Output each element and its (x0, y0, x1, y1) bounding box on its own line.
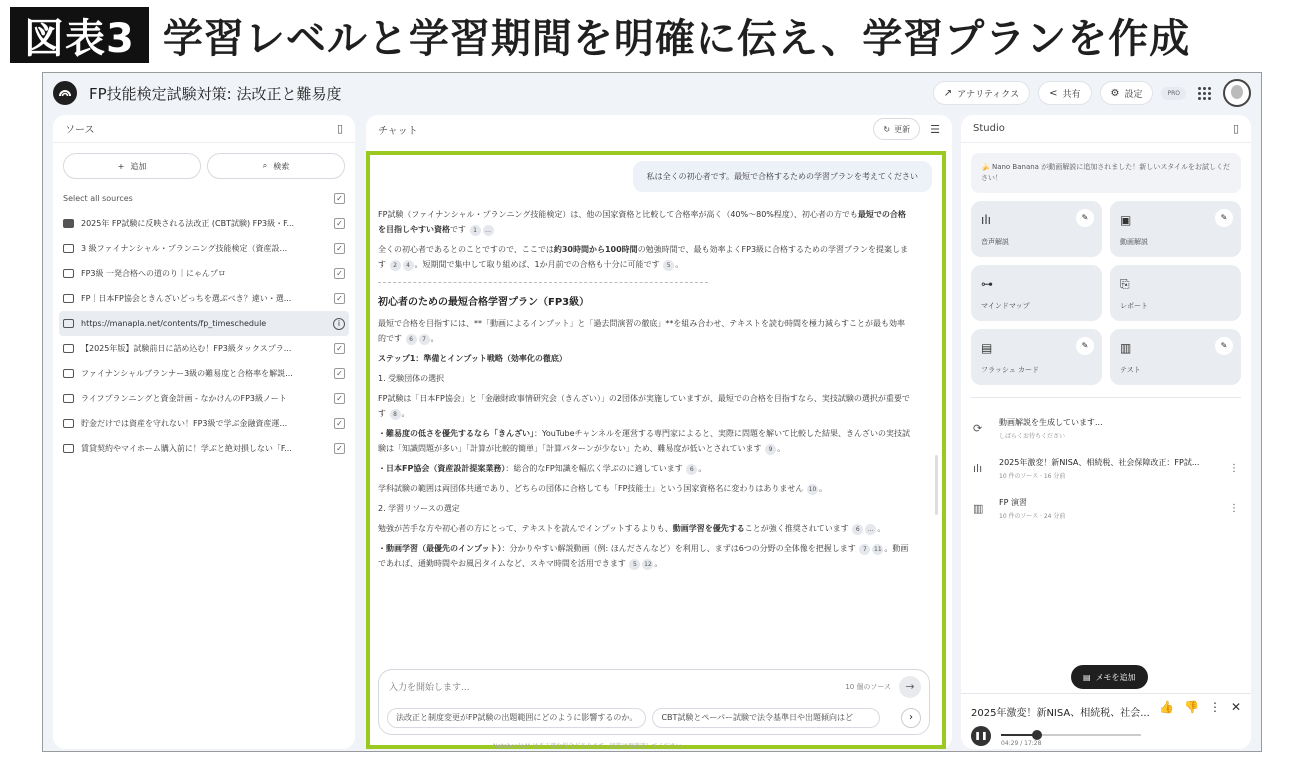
source-label: FP3級 一発合格への道のり｜にゃんプロ (81, 269, 226, 278)
chat-scrollbar[interactable] (935, 455, 938, 515)
web-icon (63, 294, 74, 303)
citation-chip[interactable]: 6 (852, 524, 863, 535)
citation-chip[interactable]: 9 (765, 444, 776, 455)
citation-chip[interactable]: 8 (390, 409, 401, 420)
source-count: 10 個のソース (845, 683, 891, 691)
web-icon (63, 394, 74, 403)
more-vert-icon[interactable]: ⋮ (1208, 700, 1221, 714)
source-checkbox[interactable]: ✓ (334, 343, 345, 354)
citation-chip[interactable]: 12 (644, 561, 652, 568)
select-all-label: Select all sources (63, 193, 133, 203)
sync-icon: ⟳ (973, 421, 983, 435)
msg-bold: 動画学習を優先する (672, 524, 745, 533)
waveform-icon: ılı (981, 213, 992, 227)
source-checkbox[interactable]: ✓ (334, 443, 345, 454)
source-item[interactable] (53, 411, 355, 436)
chat-panel (366, 115, 952, 749)
quiz-icon: ▥ (973, 501, 984, 515)
citation-chip[interactable]: 4 (403, 260, 414, 271)
audio-overview-tile[interactable] (971, 201, 1102, 257)
msg-bold: 約30時間から100時間 (553, 245, 638, 254)
msg-text: 勉強が苦手な方や初心者の方にとって、テキストを読んでインプットするよりも、 (378, 524, 673, 533)
citation-chip[interactable]: 7 (419, 334, 430, 345)
player-time: 04:29 / 17:28 (1001, 740, 1042, 747)
select-all-row[interactable] (53, 185, 355, 211)
select-all-checkbox[interactable]: ✓ (334, 193, 345, 204)
assistant-message: FP試験（ファイナンシャル・プランニング技能検定）は、他の国家資格と比較して合格率が高く（40%〜80%程度）、初心者の方でも最短での合格を目指しやすい資格です 1 … 全くの初心者であるとのことですので、ここでは約30時間から100時間の勉強時間で、最も効率よくFP3級に合格するための学習プランを提案します 2 4 。短期間で集中して取り組めば、1か月前での合格も十分に可能です 5 。 初心者のための最短合格学習プラン（FP3級） 最短で合格を目指すには、**「動画によるインプット」と「過去問演習の徹底」**を組み合わせ、テキストを読む時間を極力減らすことが最も効率的です 6 7 。 ステップ1：準備とインプット戦略（効率化の徹底） 1. 受験団体の選択 FP試験は「日本FP協会」と「金融財政事情研究会（きんざい）」の2団体が実施していますが、最短での合格を目指すなら、実技試験の選択が重要です 8 。 ・難易度の低さを優先するなら「きんざい」：YouTubeチャンネルを運営する専門家によると、実際に問題を解いて比較した結果、きんざいの実技試験は「知識問題が多い」「計算が比較的簡単」「計算パターンが少ない」ため、難易度が低いとされています 9 。 ・日本FP協会（資産設計提案業務）：総合的なFP知識を幅広く学ぶのに適しています 6 。 学科試験の範囲は両団体共通であり、どちらの団体に合格しても「FP技能士」という国家資格名に変わりはありません 10 。 2. 学習リソースの選定 勉強が苦手な方や初心者の方にとって、テキストを読んでインプットするよりも、動画学習を優先することが強く推奨されています 6 … 。 ・動画学習（最優先のインプット）：分かりやすい解説動画（例: ほんださんなど）を利用し、まずは6つの分野の全体像を把握します 7 11 。動画であれば、通勤時間やお風呂タイムなど、スキマ時間を活用できます 5 12 。 (378, 210, 911, 568)
source-label: 3 級ファイナンシャル・プランニング技能検定（資産設... (81, 244, 288, 253)
send-arrow-icon[interactable]: → (899, 676, 921, 698)
figure-tag: 図表3 (10, 7, 149, 63)
msg-bold: ・動画学習（最優先のインプット） (378, 544, 502, 553)
notebooklm-logo-icon[interactable] (53, 81, 77, 105)
source-label: 賃貸契約やマイホーム購入前に！学ぶと絶対損しない「F... (81, 444, 292, 453)
sources-title: ソース (65, 125, 95, 136)
avatar[interactable] (1223, 79, 1251, 107)
pro-badge: PRO (1161, 87, 1186, 100)
source-item[interactable] (53, 336, 355, 361)
sources-header (53, 115, 355, 143)
divider (971, 397, 1241, 398)
chat-title: チャット (378, 125, 418, 137)
more-vert-icon[interactable]: ⋮ (1229, 502, 1239, 514)
msg-text: ：分かりやすい解説動画（例: ほんださんなど）を利用し、まずは6つの分野の全体像を把握します (501, 544, 856, 553)
headline (10, 4, 1190, 66)
report-tile[interactable] (1110, 265, 1241, 321)
audio-player (961, 693, 1251, 749)
search-label: 検索 (273, 161, 290, 171)
settings-button[interactable] (1100, 81, 1154, 105)
tile-label: マインドマップ (981, 302, 1030, 310)
app-window (42, 72, 1262, 752)
pencil-icon[interactable]: ✎ (1215, 209, 1233, 227)
citation-chip[interactable]: 10 (808, 486, 817, 493)
artifact-title: 2025年激変！新NISA、相続税、社会保障改正：FP試... (999, 457, 1200, 467)
refresh-button[interactable] (873, 118, 920, 140)
share-button[interactable] (1038, 81, 1091, 105)
citation-more-chip[interactable]: … (483, 225, 494, 236)
source-checkbox[interactable]: ✓ (334, 243, 345, 254)
pencil-icon[interactable]: ✎ (1076, 337, 1094, 355)
source-item[interactable] (53, 286, 355, 311)
share-label: 共有 (1062, 89, 1081, 100)
banana-icon: 🍌 (981, 163, 990, 171)
artifact-meta: 10 件のソース · 16 分前 (999, 472, 1066, 480)
pencil-icon[interactable]: ✎ (1215, 337, 1233, 355)
refresh-label: 更新 (894, 124, 911, 134)
divider (378, 282, 708, 283)
player-title: 2025年激変！新NISA、相続税、社会... (971, 708, 1150, 719)
msg-bold: ・難易度の低さを優先するなら「きんざい」 (378, 429, 534, 438)
citation-chip[interactable]: 7 (859, 544, 870, 555)
mindmap-icon: ⊶ (981, 277, 993, 291)
flashcard-tile[interactable] (971, 329, 1102, 385)
web-icon (63, 269, 74, 278)
source-item[interactable] (53, 211, 355, 236)
source-label: 【2025年版】試験前日に詰め込む！FP3級タックスプラ... (81, 344, 292, 353)
search-icon: ⌕ (262, 161, 268, 170)
source-checkbox[interactable]: ✓ (334, 218, 345, 229)
analytics-label: アナリティクス (957, 89, 1020, 100)
source-item[interactable] (53, 386, 355, 411)
source-checkbox[interactable]: ✓ (334, 418, 345, 429)
add-note-button[interactable] (1071, 665, 1148, 689)
sub-heading: 2. 学習リソースの選定 (378, 504, 460, 513)
msg-bold: 最短での合格を目指しやすい資格 (378, 210, 906, 234)
headline-text: 学習レベルと学習期間を明確に伝え、学習プランを作成 (162, 15, 1191, 62)
announcement-banner (971, 153, 1241, 193)
source-label: https://manapla.net/contents/fp_timeschedule (81, 319, 267, 328)
msg-bold: ・日本FP協会（資産設計提案業務） (378, 464, 506, 473)
youtube-icon (63, 219, 74, 228)
artifact-meta: 10 件のソース · 24 分前 (999, 512, 1066, 520)
source-item[interactable] (53, 261, 355, 286)
source-label: 貯金だけでは資産を守れない！FP3級で学ぶ金融資産運... (81, 419, 288, 428)
citation-more-chip[interactable]: … (865, 524, 876, 535)
chat-highlight-frame (366, 151, 946, 749)
thumb-down-icon[interactable]: 👎 (1183, 700, 1199, 714)
tune-icon[interactable]: ☰ (930, 122, 940, 136)
source-checkbox[interactable]: ✓ (334, 368, 345, 379)
source-item-selected[interactable] (59, 311, 349, 336)
quiz-tile[interactable] (1110, 329, 1241, 385)
citation-chip[interactable]: 6 (406, 334, 417, 345)
thumb-up-icon[interactable]: 👍 (1159, 700, 1174, 714)
waveform-icon: ılı (973, 461, 983, 475)
msg-text: 。動画であれば、通勤時間やお風呂タイムなど、スキマ時間を活用できます (378, 544, 909, 568)
sources-panel (53, 115, 355, 749)
generating-item (961, 408, 1251, 448)
studio-panel (961, 115, 1251, 749)
top-bar (43, 73, 1261, 113)
progress-knob[interactable] (1032, 730, 1042, 740)
discover-sources-button[interactable] (207, 153, 345, 179)
add-source-button[interactable] (63, 153, 201, 179)
web-icon (63, 369, 74, 378)
collapse-panel-icon[interactable]: ▯ (1232, 122, 1239, 135)
tile-label: レポート (1120, 302, 1148, 310)
mindmap-tile[interactable] (971, 265, 1102, 321)
progress-track[interactable] (1001, 734, 1141, 736)
web-icon (63, 344, 74, 353)
generating-subtitle: しばらくお待ちください (999, 432, 1066, 440)
add-label: 追加 (130, 161, 147, 171)
source-label: ライフプランニングと資金計画 - なかけんのFP3級ノート (81, 394, 287, 403)
msg-text: 全くの初心者であるとのことですので、ここでは (378, 245, 554, 254)
refresh-icon: ↻ (883, 124, 891, 134)
source-checkbox[interactable]: ✓ (334, 268, 345, 279)
source-checkbox[interactable]: ✓ (334, 293, 345, 304)
generating-title: 動画解説を生成しています... (999, 417, 1103, 427)
msg-text: ：YouTubeチャンネルを運営する専門家によると、実際に問題を解いて比較した結果、きんざいの実技試験は「知識問題が多い」「計算が比較的簡単」「計算パターンが少ない」ため、難易度が低いとされています (378, 429, 911, 453)
msg-text: の勉強時間で、最も効率よくFP3級に合格するための学習プランを提案します (378, 245, 909, 269)
source-item[interactable] (53, 436, 355, 461)
section-heading: 初心者のための最短合格学習プラン（FP3級） (378, 297, 590, 308)
msg-text: FP試験は「日本FP協会」と「金融財政事情研究会（きんざい）」の2団体が実施していますが、最短での合格を目指すなら、実技試験の選択が重要です (378, 394, 910, 418)
video-icon: ▣ (1120, 213, 1132, 227)
share-icon: < (1049, 87, 1058, 99)
web-icon (63, 319, 74, 328)
source-item[interactable] (53, 236, 355, 261)
studio-title: Studio (973, 123, 1005, 134)
analytics-button[interactable] (933, 81, 1030, 105)
tile-label: 音声解説 (981, 238, 1009, 246)
msg-text: FP試験（ファイナンシャル・プランニング技能検定）は、他の国家資格と比較して合格率が高く（40%〜80%程度）、初心者の方でも (378, 210, 858, 219)
trend-icon: ↗ (943, 87, 953, 99)
pencil-icon[interactable]: ✎ (1076, 209, 1094, 227)
collapse-panel-icon[interactable]: ▯ (336, 122, 343, 135)
citation-chip[interactable]: 6 (686, 464, 697, 475)
banner-text: Nano Banana が動画解説に追加されました！新しいスタイルをお試しください！ (981, 163, 1231, 182)
user-message: 私は全くの初心者です。最短で合格するための学習プランを考えてください (633, 161, 932, 192)
artifact-item[interactable] (961, 488, 1251, 528)
citation-chip[interactable]: 11 (874, 546, 882, 553)
gear-icon: ⚙ (1110, 87, 1120, 99)
info-icon[interactable]: i (333, 318, 345, 330)
artifact-title: FP 演習 (999, 497, 1027, 507)
suggestion-chip[interactable]: 法改正と制度変更がFP試験の出題範囲にどのように影響するのか。 (387, 708, 646, 728)
note-icon: ▤ (1083, 672, 1091, 682)
source-label: ファイナンシャルプランナー3級の難易度と合格率を解説... (81, 369, 293, 378)
source-label: FP｜日本FP協会ときんざいどっちを選ぶべき？違い・選... (81, 294, 292, 303)
chat-input[interactable]: 入力を開始します... (389, 683, 470, 693)
tile-label: テスト (1120, 366, 1141, 374)
video-overview-tile[interactable] (1110, 201, 1241, 257)
report-icon: ⎘ (1120, 277, 1130, 291)
source-item[interactable] (53, 361, 355, 386)
msg-text: ：総合的なFP知識を幅広く学ぶのに適しています (505, 464, 683, 473)
add-note-label: メモを追加 (1095, 672, 1136, 682)
disclaimer: NotebookLM は不正確な場合があります。回答は再確認してください。 (493, 743, 688, 750)
close-icon[interactable]: ✕ (1230, 700, 1241, 714)
studio-header (961, 115, 1251, 143)
msg-text: です (450, 225, 466, 234)
msg-text: 最短で合格を目指すには、**「動画によるインプット」と「過去問演習の徹底」**を組み合わせ、テキストを読む時間を極力減らすことが最も効率的です (378, 319, 906, 343)
chat-header (366, 115, 952, 143)
pause-button[interactable]: ❚❚ (971, 726, 991, 746)
msg-text: 。短期間で集中して取り組めば、1か月前での合格も十分に可能です (414, 260, 660, 269)
pdf-icon (63, 244, 74, 253)
tile-label: フラッシュ カード (981, 366, 1039, 374)
apps-grid-icon[interactable] (1194, 83, 1215, 104)
plus-icon: + (117, 161, 125, 171)
settings-label: 設定 (1124, 89, 1143, 100)
chevron-right-icon[interactable]: › (901, 708, 921, 728)
citation-chip[interactable]: 1 (470, 225, 481, 236)
msg-text: ことが強く推奨されています (744, 524, 849, 533)
msg-text: 学科試験の範囲は両団体共通であり、どちらの団体に合格しても「FP技能士」という国家資格名に変わりはありません (378, 484, 804, 493)
flashcard-icon: ▤ (981, 341, 993, 355)
tile-label: 動画解説 (1120, 238, 1148, 246)
citation-chip[interactable]: 2 (390, 260, 401, 271)
artifact-item[interactable] (961, 448, 1251, 488)
more-vert-icon[interactable]: ⋮ (1229, 462, 1239, 474)
source-checkbox[interactable]: ✓ (334, 393, 345, 404)
sub-heading: 1. 受験団体の選択 (378, 374, 445, 383)
chat-input-box[interactable] (378, 669, 930, 735)
notebook-title[interactable]: FP技能検定試験対策: 法改正と難易度 (89, 84, 342, 103)
source-label: 2025年 FP試験に反映される法改正 (CBT試験) FP3級・F... (81, 219, 295, 228)
web-icon (63, 419, 74, 428)
web-icon (63, 444, 74, 453)
citation-chip[interactable]: 5 (663, 260, 674, 271)
suggestion-chip[interactable]: CBT試験とペーパー試験で法令基準日や出題傾向はど (652, 708, 880, 728)
citation-chip[interactable]: 5 (629, 559, 640, 570)
quiz-icon: ▥ (1120, 341, 1132, 355)
step-heading: ステップ1：準備とインプット戦略（効率化の徹底） (378, 354, 567, 363)
